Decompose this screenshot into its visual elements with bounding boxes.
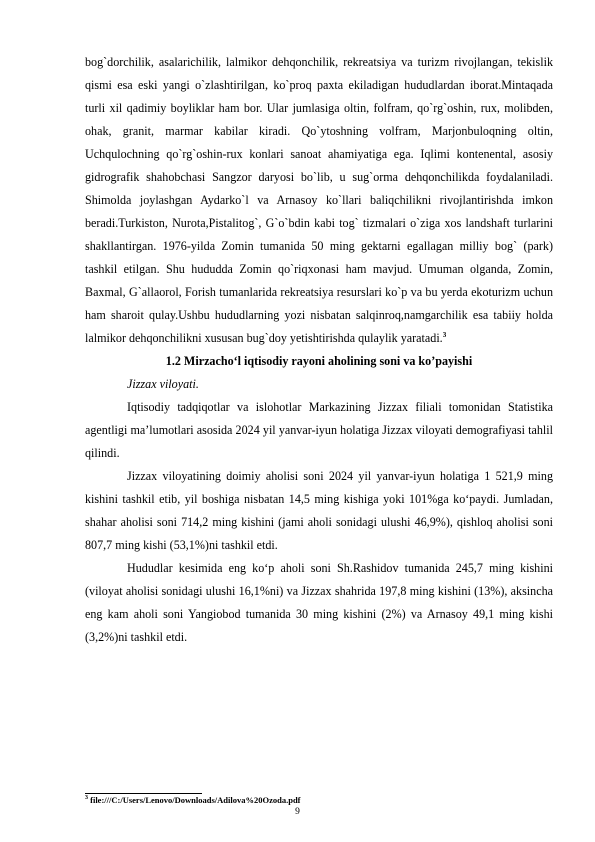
footnote xyxy=(85,795,553,806)
footnote-reference[interactable]: 3 xyxy=(442,330,447,339)
paragraph-4: Hududlar kesimida eng ko‘p aholi soni Sh.Rashidov tumanida 245,7 ming kishini (viloyat aholisi sonidagi ulushi 16,1%ni) va Jizzax shahrida 197,8 ming kishini (13%), aksincha eng kam aholi soni Yangiobod tumanida 30 ming kishini (2%) va Arnasoy 49,1 ming kishi (3,2%)ni tashkil etdi. xyxy=(85,561,553,644)
footnote-divider xyxy=(85,793,202,794)
footnote-link[interactable]: file:///C:/Users/Lenovo/Downloads/Adilova%20Ozoda.pdf xyxy=(88,795,301,805)
footnote-marker: 3 xyxy=(85,795,88,802)
page-number: 9 xyxy=(295,807,300,817)
section-heading: 1.2 Mirzacho‘l iqtisodiy rayoni aholining soni va ko’payishi xyxy=(165,354,473,368)
subheading: Jizzax viloyati. xyxy=(127,377,199,391)
body-text xyxy=(85,51,553,649)
paragraph-1: bog`dorchilik, asalarichilik, lalmikor dehqonchilik, rekreatsiya va turizm rivojlangan, tekislik qismi esa eski yangi o`zlashtirilgan, ko`proq paxta ekiladigan hududlardan iborat.Mintaqada turli xil qadimiy boyliklar ham bor. Ular jumlasiga oltin, folfram, qo`rg`oshin, rux, molibden, ohak, granit, marmar kabilar kiradi. Qo`ytoshning volfram, Marjonbuloqning oltin, Uchqulochning qo`rg`oshin-rux konlari sanoat ahamiyatiga ega. Iqlimi kontenental, asosiy gidrografik shahobchasi Sangzor daryosi bo`lib, u sug`orma dehqonchilikda foydalaniladi. Shimolda joylashgan Aydarko`l va Arnasoy ko`llari baliqchilikni rivojlantirishda imkon beradi.Turkiston, Nurota,Pistalitog`, G`o`bdin kabi tog` tizmalari o`ziga xos landshaft turlarini shakllantirgan. 1976-yilda Zomin tumanida 50 ming gektarni egallagan milliy bog` (park) tashkil etilgan. Shu hududda Zomin qo`riqxonasi ham mavjud. Umuman olganda, Zomin, Baxmal, G`allaorol, Forish tumanlarida rekreatsiya resurslari ko`p va bu yerda ekoturizm uchun ham sharoit qulay.Ushbu hududlarning yozi nisbatan salqinroq,namgarchilik esa tabiiy holda lalmikor dehqonchilikni xususan bug`doy yetishtirishda qulaylik yaratadi.$^3$ xyxy=(85,55,553,345)
paragraph-3: Jizzax viloyatining doimiy aholisi soni 2024 yil yanvar-iyun holatiga 1 521,9 ming kishini tashkil etib, yil boshiga nisbatan 14,5 ming kishiga yoki 101%ga ko‘paydi. Jumladan, shahar aholisi soni 714,2 ming kishini (jami aholi sonidagi ulushi 46,9%), qishloq aholisi soni 807,7 ming kishi (53,1%)ni tashkil etdi. xyxy=(85,469,553,552)
paragraph-2: Iqtisodiy tadqiqotlar va islohotlar Markazining Jizzax filiali tomonidan Statistika agentligi ma’lumotlari asosida 2024 yil yanvar-iyun holatiga Jizzax viloyati demografiyasi tahlil qilindi. xyxy=(85,400,553,460)
